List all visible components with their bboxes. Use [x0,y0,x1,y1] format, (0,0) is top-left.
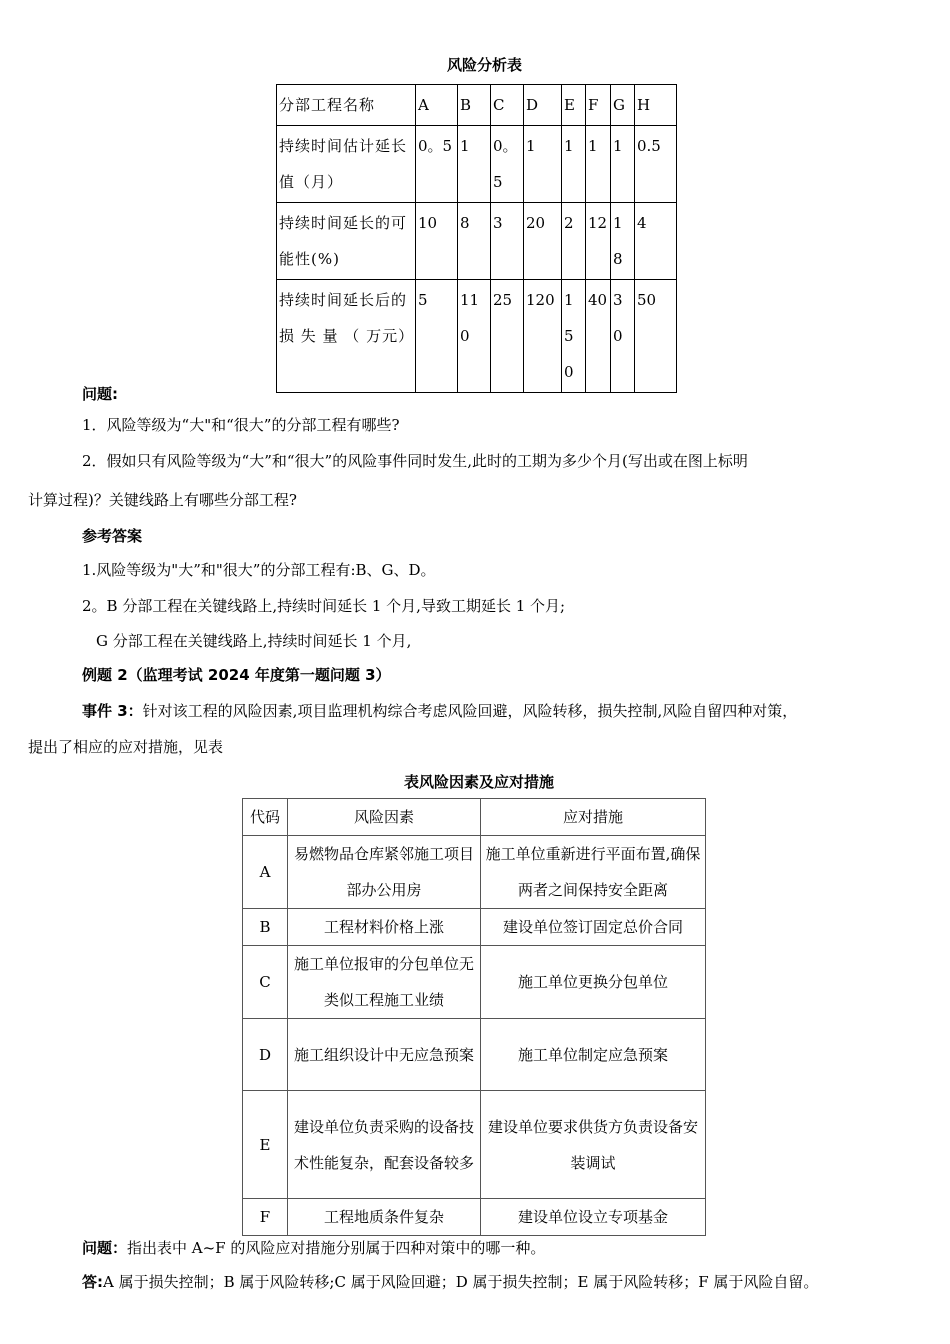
table-cell: 0。5 [416,126,458,203]
table-cell: 3 [491,203,524,280]
table-cell: 1 [524,126,562,203]
factor-cell: 易燃物品仓库紧邻施工项目部办公用房 [288,836,481,909]
table-row [243,909,706,946]
table2-title: 表风险因素及应对措施 [404,773,555,791]
table-row [243,946,706,1019]
factor-cell: 工程材料价格上涨 [288,909,481,946]
answer-2: 2。B 分部工程在关键线路上,持续时间延长 1 个月,导致工期延长 1 个月; [82,597,566,615]
table-header-cell: 代码 [243,799,288,836]
measure-cell: 施工单位制定应急预案 [481,1019,706,1091]
final-question [82,1237,545,1258]
table-cell: 150 [562,280,586,393]
table-header-cell: 应对措施 [481,799,706,836]
factor-cell: 施工组织设计中无应急预案 [288,1019,481,1091]
code-cell: F [243,1199,288,1236]
row-label: 持续时间延长后的 损 失 量 （ 万元） [277,280,416,393]
table-row [277,280,677,393]
factor-cell: 施工单位报审的分包单位无类似工程施工业绩 [288,946,481,1019]
table-cell: 120 [524,280,562,393]
table-cell: 1 [611,126,635,203]
table-cell: 20 [524,203,562,280]
table-cell: 50 [635,280,677,393]
table-cell: 12 [586,203,611,280]
table-header-cell: B [458,85,491,126]
question-heading: 问题: [82,385,118,403]
table-row [277,203,677,280]
table-header-cell: F [586,85,611,126]
table-header-cell: H [635,85,677,126]
example2-heading: 例题 2（监理考试 2024 年度第一题问题 3） [82,666,391,684]
table-header-cell: D [524,85,562,126]
risk-analysis-table [276,84,677,393]
table-row [243,1019,706,1091]
row-label: 持续时间延长的可能性(%) [277,203,416,280]
table-cell: 30 [611,280,635,393]
measure-cell: 建设单位设立专项基金 [481,1199,706,1236]
table-row [243,836,706,909]
factor-cell: 工程地质条件复杂 [288,1199,481,1236]
code-cell: D [243,1019,288,1091]
table-cell: 2 [562,203,586,280]
table-cell: 1 [458,126,491,203]
table-header-cell: 风险因素 [288,799,481,836]
code-cell: C [243,946,288,1019]
measure-cell: 建设单位要求供货方负责设备安装调试 [481,1091,706,1199]
final-question-label: 问题： [82,1239,128,1257]
table-cell: 0.5 [635,126,677,203]
final-answer [82,1271,818,1292]
row-label: 持续时间估计延长值（月） [277,126,416,203]
table-header-cell: G [611,85,635,126]
event-text: 针对该工程的风险因素,项目监理机构综合考虑风险回避，风险转移，损失控制,风险自留四种对策， [142,702,798,720]
table-row [243,1199,706,1236]
question-1: 1．风险等级为“大"和“很大”的分部工程有哪些? [82,416,400,434]
table-cell: 10 [416,203,458,280]
event-paragraph-line2: 提出了相应的应对措施，见表 [28,738,224,756]
table-header-cell: E [562,85,586,126]
table-row [243,1091,706,1199]
answer-1: 1.风险等级为"大”和"很大”的分部工程有:B、G、D。 [82,561,436,579]
final-question-text: 指出表中 A~F 的风险应对措施分别属于四种对策中的哪一种。 [127,1239,546,1257]
factor-cell: 建设单位负责采购的设备技术性能复杂，配套设备较多 [288,1091,481,1199]
table-cell: 5 [416,280,458,393]
table-header-row [243,799,706,836]
code-cell: E [243,1091,288,1199]
table-cell: 4 [635,203,677,280]
table-header-row [277,85,677,126]
table-row [277,126,677,203]
table-cell: 25 [491,280,524,393]
table-cell: 0。5 [491,126,524,203]
code-cell: A [243,836,288,909]
table-cell: 8 [458,203,491,280]
final-answer-label: 答: [82,1273,103,1291]
answer-heading: 参考答案 [82,527,143,545]
table-cell: 1 [562,126,586,203]
measure-cell: 建设单位签订固定总价合同 [481,909,706,946]
table-header-cell: 分部工程名称 [277,85,416,126]
table-cell: 18 [611,203,635,280]
measure-cell: 施工单位更换分包单位 [481,946,706,1019]
code-cell: B [243,909,288,946]
answer-3: G 分部工程在关键线路上,持续时间延长 1 个月, [96,632,412,650]
event-paragraph-line1 [82,700,797,721]
table-cell: 40 [586,280,611,393]
measure-cell: 施工单位重新进行平面布置,确保两者之间保持安全距离 [481,836,706,909]
final-answer-text: A 属于损失控制；B 属于风险转移;C 属于风险回避；D 属于损失控制；E 属于风险转移；F 属于风险自留。 [103,1273,819,1291]
table-cell: 1 [586,126,611,203]
table-header-cell: C [491,85,524,126]
question-2-line1: 2．假如只有风险等级为“大”和“很大”的风险事件同时发生,此时的工期为多少个月(写出或在图上标明 [82,452,748,470]
table-header-cell: A [416,85,458,126]
table1-title: 风险分析表 [447,56,523,74]
event-label: 事件 3： [82,702,143,720]
risk-measures-table [242,798,706,1236]
table-cell: 110 [458,280,491,393]
question-2-line2: 计算过程)？关键线路上有哪些分部工程? [28,491,297,509]
